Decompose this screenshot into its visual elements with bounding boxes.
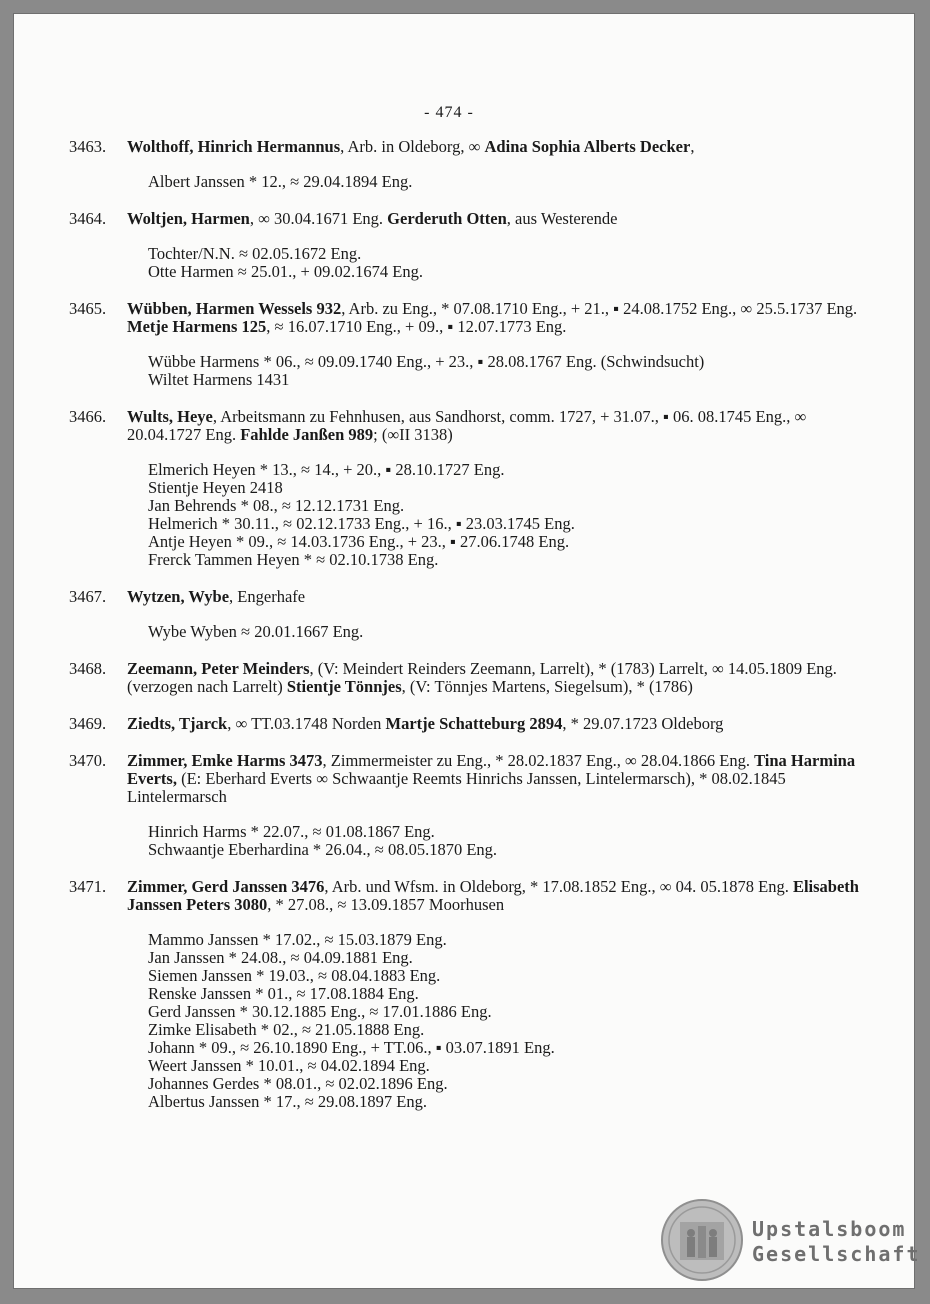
entry-name: Wults, Heye (127, 407, 213, 426)
entry-number: 3469. (69, 714, 107, 733)
child-line: Wübbe Harmens * 06., ≈ 09.09.1740 Eng., + 23., ▪ 28.08.1767 Eng. (Schwindsucht) (148, 352, 705, 371)
entry-name: Zimmer, Emke Harms 3473 (127, 751, 323, 770)
entry-name: Stientje Tönnjes (286, 677, 402, 696)
entry-number: 3464. (69, 209, 107, 228)
entry-detail: (E: Eberhard Everts ∞ Schwaantje Reemts Hinrichs Janssen, Lintelermarsch), * 08.02.1845 Lintelermarsch (127, 769, 786, 806)
child-line: Wybe Wyben ≈ 20.01.1667 Eng. (148, 622, 364, 641)
entry-detail: , aus Westerende (506, 209, 618, 228)
entry-name: Wübben, Harmen Wessels 932 (127, 299, 342, 318)
entry-text (127, 588, 859, 606)
children-list (127, 931, 859, 1111)
entry-number: 3468. (69, 659, 107, 678)
entry-detail: , * 27.08., ≈ 13.09.1857 Moorhusen (267, 895, 505, 914)
child-line: Albertus Janssen * 17., ≈ 29.08.1897 Eng. (148, 1092, 427, 1111)
entry-detail: , ∞ TT.03.1748 Norden (227, 714, 386, 733)
entry-number: 3465. (69, 299, 107, 318)
entry-text (127, 752, 859, 806)
entry-detail: , (690, 137, 695, 156)
entry-text (127, 715, 859, 733)
child-line: Johann * 09., ≈ 26.10.1890 Eng., + TT.06., ▪ 03.07.1891 Eng. (148, 1038, 555, 1057)
entry-detail: ; (∞II 3138) (373, 425, 453, 444)
entry-detail: , (V: Meindert Reinders Zeemann, Larrelt), * (1783) Larrelt, ∞ 14.05.1809 Eng. (verzogen nach Larrelt) (127, 659, 837, 696)
entry-number: 3467. (69, 587, 107, 606)
entry-text (127, 138, 859, 156)
child-line: Antje Heyen * 09., ≈ 14.03.1736 Eng., + 23., ▪ 27.06.1748 Eng. (148, 532, 570, 551)
genealogy-entry (69, 408, 859, 569)
entries-list (69, 138, 859, 1130)
entry-detail: , Arbeitsmann zu Fehnhusen, aus Sandhorst, comm. 1727, + 31.07., ▪ 06. 08.1745 Eng., ∞ 20.04.1727 Eng. (127, 407, 807, 444)
entry-detail: , Zimmermeister zu Eng., * 28.02.1837 Eng., ∞ 28.04.1866 Eng. (322, 751, 755, 770)
child-line: Stientje Heyen 2418 (148, 478, 283, 497)
entry-detail: , (V: Tönnjes Martens, Siegelsum), * (1786) (401, 677, 693, 696)
child-line: Weert Janssen * 10.01., ≈ 04.02.1894 Eng. (148, 1056, 430, 1075)
entry-text (127, 408, 859, 444)
entry-number: 3463. (69, 137, 107, 156)
seal-icon (660, 1198, 744, 1282)
genealogy-entry (69, 660, 859, 696)
entry-detail: , Arb. zu Eng., * 07.08.1710 Eng., + 21., ▪ 24.08.1752 Eng., ∞ 25.5.1737 Eng. (341, 299, 858, 318)
entry-name: Adina Sophia Alberts Decker (484, 137, 691, 156)
child-line: Johannes Gerdes * 08.01., ≈ 02.02.1896 Eng. (148, 1074, 448, 1093)
entry-number: 3471. (69, 877, 107, 896)
child-line: Wiltet Harmens 1431 (148, 370, 290, 389)
child-line: Gerd Janssen * 30.12.1885 Eng., ≈ 17.01.1886 Eng. (148, 1002, 492, 1021)
genealogy-entry (69, 138, 859, 191)
entry-name: Wolthoff, Hinrich Hermannus (127, 137, 341, 156)
children-list (127, 461, 859, 569)
genealogy-entry (69, 752, 859, 859)
entry-detail: , Engerhafe (229, 587, 306, 606)
child-line: Jan Janssen * 24.08., ≈ 04.09.1881 Eng. (148, 948, 413, 967)
entry-detail: , Arb. in Oldeborg, ∞ (340, 137, 485, 156)
genealogy-entry (69, 588, 859, 641)
child-line: Zimke Elisabeth * 02., ≈ 21.05.1888 Eng. (148, 1020, 425, 1039)
entry-text (127, 878, 859, 914)
entry-name: Elisabeth Janssen Peters 3080 (127, 877, 859, 914)
page-number: - 474 - (424, 104, 474, 121)
children-list (127, 823, 859, 859)
entry-name: Zimmer, Gerd Janssen 3476 (127, 877, 325, 896)
entry-name: Tina Harmina Everts, (127, 751, 856, 788)
entry-detail: , ∞ 30.04.1671 Eng. (249, 209, 388, 228)
entry-text (127, 300, 859, 336)
child-line: Albert Janssen * 12., ≈ 29.04.1894 Eng. (148, 172, 413, 191)
child-line: Elmerich Heyen * 13., ≈ 14., + 20., ▪ 28.10.1727 Eng. (148, 460, 505, 479)
entry-text (127, 210, 859, 228)
society-name (752, 1217, 921, 1267)
entry-detail: , Arb. und Wfsm. in Oldeborg, * 17.08.1852 Eng., ∞ 04. 05.1878 Eng. (324, 877, 793, 896)
entry-text (127, 660, 859, 696)
children-list (127, 173, 859, 191)
society-name-line1: Upstalsboom (752, 1217, 907, 1241)
child-line: Schwaantje Eberhardina * 26.04., ≈ 08.05.1870 Eng. (148, 840, 498, 859)
children-list (127, 245, 859, 281)
entry-number: 3466. (69, 407, 107, 426)
child-line: Helmerich * 30.11., ≈ 02.12.1733 Eng., + 16., ▪ 23.03.1745 Eng. (148, 514, 575, 533)
child-line: Mammo Janssen * 17.02., ≈ 15.03.1879 Eng. (148, 930, 447, 949)
child-line: Renske Janssen * 01., ≈ 17.08.1884 Eng. (148, 984, 419, 1003)
entry-detail: , ≈ 16.07.1710 Eng., + 09., ▪ 12.07.1773 Eng. (266, 317, 567, 336)
document-page (14, 14, 921, 1288)
child-line: Hinrich Harms * 22.07., ≈ 01.08.1867 Eng. (148, 822, 435, 841)
entry-name: Ziedts, Tjarck (127, 714, 228, 733)
entry-number: 3470. (69, 751, 107, 770)
society-name-line2: Gesellschaft (752, 1242, 921, 1266)
children-list (127, 353, 859, 389)
child-line: Otte Harmen ≈ 25.01., + 09.02.1674 Eng. (148, 262, 423, 281)
genealogy-entry (69, 210, 859, 281)
children-list (127, 623, 859, 641)
entry-detail: , * 29.07.1723 Oldeborg (562, 714, 724, 733)
child-line: Frerck Tammen Heyen * ≈ 02.10.1738 Eng. (148, 550, 439, 569)
entry-name: Wytzen, Wybe (127, 587, 230, 606)
entry-name: Martje Schatteburg 2894 (385, 714, 563, 733)
genealogy-entry (69, 878, 859, 1111)
entry-name: Metje Harmens 125 (127, 317, 267, 336)
genealogy-entry (69, 715, 859, 733)
child-line: Tochter/N.N. ≈ 02.05.1672 Eng. (148, 244, 362, 263)
child-line: Siemen Janssen * 19.03., ≈ 08.04.1883 Eng. (148, 966, 441, 985)
entry-name: Zeemann, Peter Meinders (127, 659, 310, 678)
entry-name: Gerderuth Otten (387, 209, 507, 228)
genealogy-entry (69, 300, 859, 389)
child-line: Jan Behrends * 08., ≈ 12.12.1731 Eng. (148, 496, 405, 515)
entry-name: Fahlde Janßen 989 (240, 425, 374, 444)
entry-name: Woltjen, Harmen (127, 209, 250, 228)
